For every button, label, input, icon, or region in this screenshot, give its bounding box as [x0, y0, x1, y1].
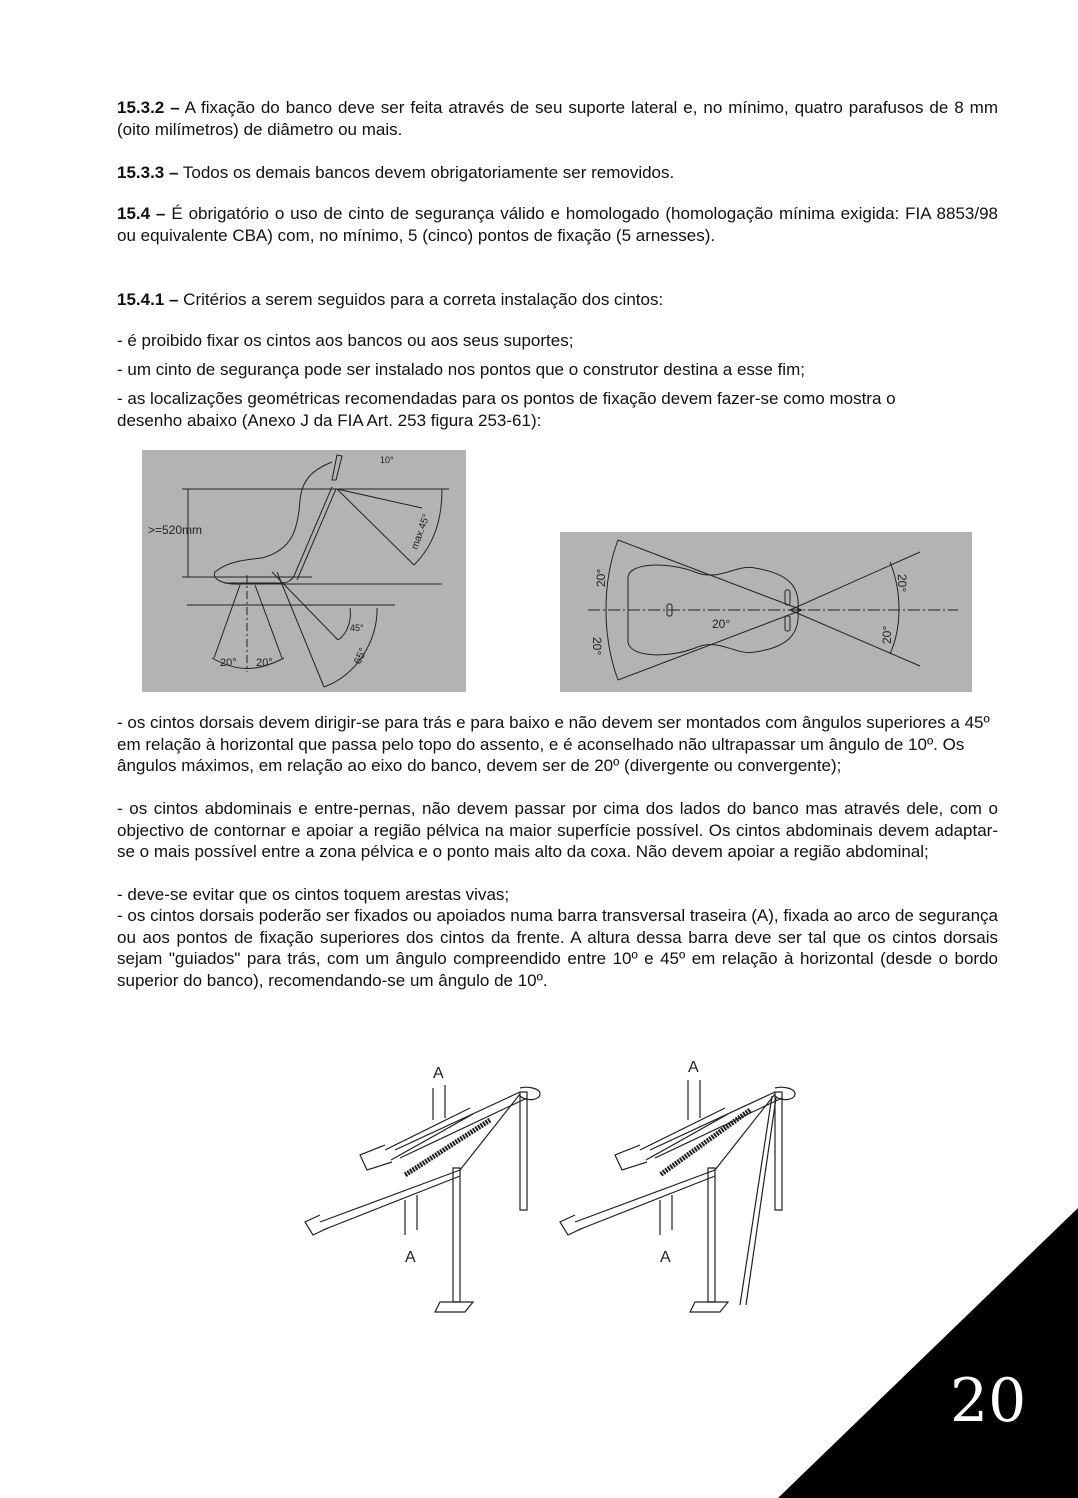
angle-label: 20° — [594, 568, 608, 587]
bar-label-a: A — [433, 1065, 444, 1082]
bar-label-a: A — [688, 1059, 699, 1076]
bullet: - um cinto de segurança pode ser instalado nos pontos que o construtor destina a esse fim; — [117, 360, 805, 379]
page-number: 20 — [950, 1366, 1027, 1436]
bullet: - os cintos dorsais poderão ser fixados ou apoiados numa barra transversal traseira (A), fixada ao arco de segurança ou aos pontos de fixação superiores dos cintos da frente. A altura dessa barra deve ser tal que os cintos dorsais sejam "guiados" para trás, com um ângulo compreendido entre 10º e 45º em relação à horizontal (desde o bordo superior do banco), recomendando-se um ângulo de 10º. — [117, 906, 998, 990]
section-number: 15.3.3 – — [117, 163, 179, 182]
angle-label: 20° — [895, 574, 909, 593]
bar-label-a: A — [405, 1249, 416, 1266]
angle-label: 20° — [590, 637, 604, 656]
paragraph-text: A fixação do banco deve ser feita através de seu suporte lateral e, no mínimo, quatro parafusos de 8 mm (oito milímetros) de diâmetro ou mais. — [117, 98, 998, 139]
bullet: - é proibido fixar os cintos aos bancos ou aos seus suportes; — [117, 331, 574, 350]
bullet: - deve-se evitar que os cintos toquem arestas vivas; — [117, 885, 510, 904]
paragraph-text: Todos os demais bancos devem obrigatoriamente ser removidos. — [178, 163, 675, 182]
section-number: 15.3.2 – — [117, 98, 180, 117]
section-number: 15.4.1 – — [117, 290, 179, 309]
section-number: 15.4 – — [117, 204, 166, 223]
angle-label: 20° — [256, 657, 273, 669]
bullet: - as localizações geométricas recomendadas para os pontos de fixação devem fazer-se como mostra o desenho abaixo (Anexo J da FIA Art. 253 figura 253-61): — [117, 389, 896, 430]
height-label: >=520mm — [148, 523, 203, 537]
angle-label: 65° — [351, 646, 370, 667]
paragraph-text: É obrigatório o uso de cinto de segurança válido e homologado (homologação mínima exigida: FIA 8853/98 ou equivalente CBA) com, no mínimo, 5 (cinco) pontos de fixação (5 arnesses). — [117, 204, 999, 245]
paragraph-text: Critérios a serem seguidos para a correta instalação dos cintos: — [178, 290, 664, 309]
angle-label: 20° — [880, 625, 894, 644]
angle-label: 20° — [220, 657, 237, 669]
angle-label: 45° — [350, 623, 364, 633]
bullet: - os cintos dorsais devem dirigir-se para trás e para baixo e não devem ser montados com ângulos superiores a 45º em relação à horizontal que passa pelo topo do assento, e é aconselhado não ultrapassar um ângulo de 10º. Os ângulos máximos, em relação ao eixo do banco, devem ser de 20º (divergente ou convergente); — [117, 713, 990, 775]
angle-label: 10° — [380, 455, 394, 465]
angle-label: 20° — [712, 617, 731, 631]
bullet: - os cintos abdominais e entre-pernas, não devem passar por cima dos lados do banco mas através dele, com o objectivo de contornar e apoiar a região pélvica na maior superfície possível. Os cintos abdominais devem adaptar-se o mais possível entre a zona pélvica e o ponto mais alto da coxa. Não devem apoiar a região abdominal; — [117, 799, 998, 861]
angle-label: max.45° — [409, 512, 433, 552]
bar-label-a: A — [660, 1249, 671, 1266]
